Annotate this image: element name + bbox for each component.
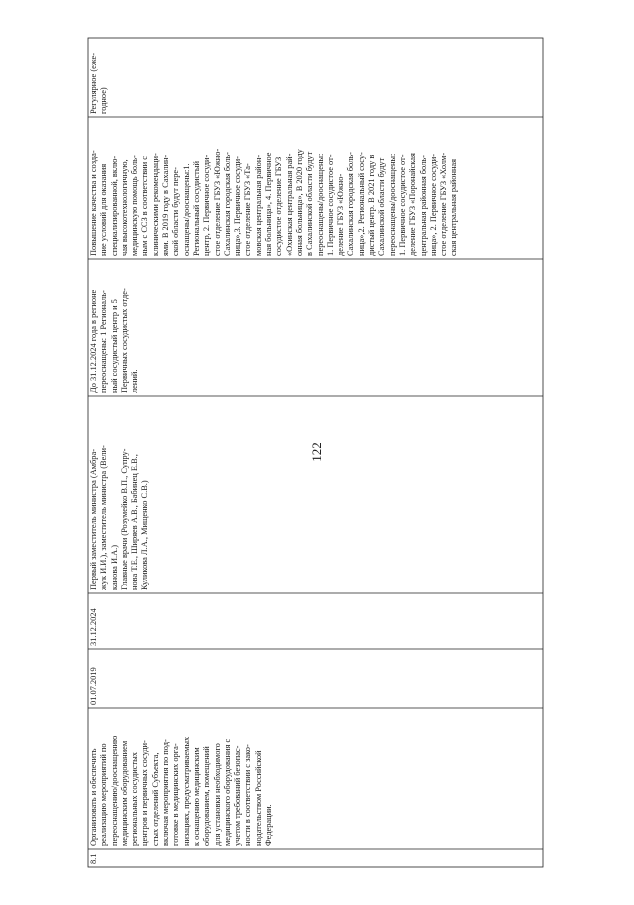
text-line: стое отделение ГБУЗ «Холм- xyxy=(439,152,449,256)
text-line: центр, 2. Первичное сосуди- xyxy=(202,154,212,256)
text-line: Сахалинская городская боль- xyxy=(222,152,232,256)
text-line: ница»,2. Региональный сосу- xyxy=(356,152,366,256)
text-line: стое отделение ГБУЗ «Та- xyxy=(243,163,253,256)
responsible-cell xyxy=(89,398,189,590)
text-line: реализацию мероприятий по xyxy=(99,743,109,846)
text-line: ние условий для оказания xyxy=(99,163,109,256)
text-line: стых отделений Субъекта, xyxy=(150,752,160,846)
text-line: включая мероприятия по под- xyxy=(161,739,171,846)
text-line: для установки необходимого xyxy=(212,743,222,846)
text-line: Региональный сосудистый xyxy=(191,161,201,256)
text-line: Первичных сосудистых отде- xyxy=(119,288,129,393)
text-line: «Охинская центральная рай- xyxy=(284,153,294,256)
text-line: Регулярное (еже- xyxy=(89,52,98,114)
text-line: мовская центральная район- xyxy=(253,154,263,256)
text-line: переоснащены/дооснащены: xyxy=(387,153,397,256)
text-line: оснащены/дооснащены:1. xyxy=(181,163,191,256)
text-line: жук И.И.), заместитель министра (Вели- xyxy=(99,445,109,590)
text-line: нова Т.Е., Ширяев А.В., Бабинец Е.В., xyxy=(130,454,140,590)
text-line: 1. Первичное сосудистое от- xyxy=(325,154,335,256)
periodicity-cell xyxy=(89,40,113,114)
text-line: медицинским оборудованием xyxy=(119,740,129,846)
text-line: низациях, предусматриваемых xyxy=(181,736,191,846)
text-line: готовке в медицинских орга- xyxy=(171,743,181,846)
text-line: переоснащены: 1 Региональ- xyxy=(99,290,109,393)
end-date: 31.12.2024 xyxy=(89,608,98,646)
text-line: ница», 2. Первичное сосуди- xyxy=(428,153,438,256)
text-line: ности в соответствии с зако- xyxy=(243,744,253,846)
text-line: До 31.12.2024 года в регионе xyxy=(89,289,98,393)
text-line: медицинского оборудования с xyxy=(222,738,232,846)
text-line: клиническими рекомендаци- xyxy=(150,153,160,256)
text-line: центров и первичных сосуди- xyxy=(140,740,150,846)
text-line: лений. xyxy=(130,369,140,393)
text-line: деление ГБУЗ «Южно- xyxy=(336,173,346,256)
text-line: ная больница», 4. Первичное xyxy=(264,152,274,256)
start-date: 01.07.2019 xyxy=(89,667,98,705)
text-line: ями. В 2019 году в Сахалин- xyxy=(161,154,171,256)
text-line: региональных сосудистых xyxy=(130,752,140,846)
text-line: ской области будут пере- xyxy=(171,167,181,256)
plan-table xyxy=(88,38,543,867)
text-line: Сахалинская городская боль- xyxy=(346,152,356,256)
expected-result-cell xyxy=(89,259,149,393)
text-line: переоснащены/дооснащены: xyxy=(315,153,325,256)
text-line: Повышение качества и созда- xyxy=(89,150,98,256)
text-line: учетом требований безопас- xyxy=(233,745,243,846)
text-line: Куликова Л.А., Мищенко С.В.) xyxy=(140,480,150,590)
text-line: ница»,3. Первичное сосуди- xyxy=(233,156,243,256)
text-line: дистый центр. В 2021 году в xyxy=(367,154,377,256)
text-line: онная больница», В 2020 году xyxy=(294,149,304,256)
row-number: 8.1 xyxy=(89,853,98,864)
text-line: ская центральная районная xyxy=(449,159,459,256)
text-line: нодательством Российской xyxy=(253,750,263,846)
text-line: ным с ССЗ в соответствии с xyxy=(140,156,150,256)
text-line: к оснащению медицинским xyxy=(191,747,201,846)
text-line: Первый заместитель министра (Амбра- xyxy=(89,448,98,590)
text-line: Главные врачи (Розумейко В.П., Супру- xyxy=(119,448,129,590)
text-line: Сахалинской области будут xyxy=(377,157,387,256)
text-line: годное) xyxy=(99,87,109,114)
text-line: медицинскую помощь боль- xyxy=(130,155,140,256)
text-line: стое отделение ГБУЗ «Южно- xyxy=(212,148,222,256)
text-line: Организовать и обеспечить xyxy=(89,748,98,846)
text-line: специализированной, вклю- xyxy=(109,155,119,256)
task-cell xyxy=(89,710,329,846)
text-line: ный сосудистый центр и 5 xyxy=(109,299,119,393)
description-cell xyxy=(89,118,461,256)
text-line: Федерации. xyxy=(264,804,274,846)
text-line: переоснащению/дооснащению xyxy=(109,735,119,846)
text-line: деление ГБУЗ «Поронайская xyxy=(408,153,418,256)
text-line: сосудистое отделение ГБУЗ xyxy=(274,156,284,256)
page-number: 122 xyxy=(309,442,324,462)
text-line: 1. Первичное сосудистое от- xyxy=(397,154,407,256)
text-line: чая высокотехнологичную, xyxy=(119,159,129,256)
text-line: канова И.А.) xyxy=(109,544,119,590)
text-line: в Сахалинской области будут xyxy=(305,151,315,256)
text-line: оборудованием, помещений xyxy=(202,746,212,846)
text-line: центральная районная боль- xyxy=(418,155,428,256)
